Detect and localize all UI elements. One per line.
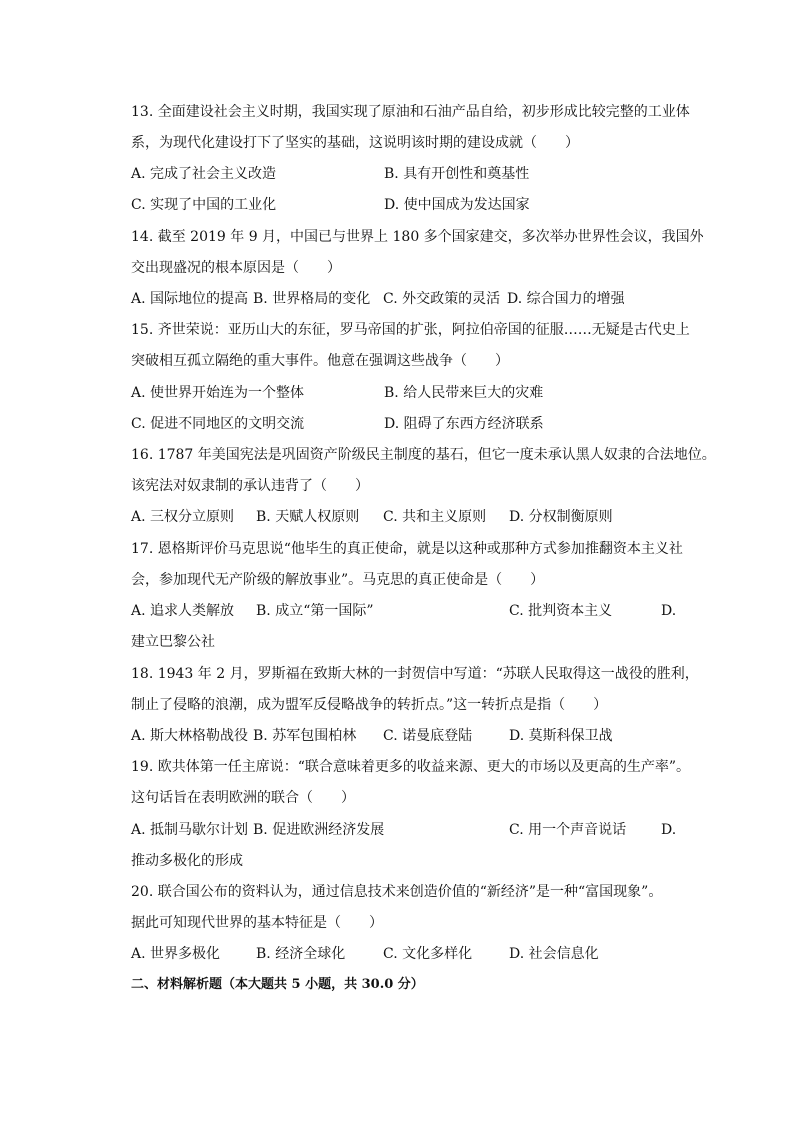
question-14-stem-line-2: 交出现盛况的根本原因是（ ） <box>131 260 341 276</box>
question-14-option-a: A. 国际地位的提高 <box>131 291 249 307</box>
question-15-option-d: D. 阻碍了东西方经济联系 <box>384 416 544 432</box>
question-19-option-d-letter: D. <box>661 822 677 838</box>
question-14-option-b: B. 世界格局的变化 <box>253 291 371 307</box>
question-13-option-c: C. 实现了中国的工业化 <box>131 197 277 213</box>
question-19-stem-line-2: 这句话旨在表明欧洲的联合（ ） <box>131 790 355 806</box>
question-16-stem-line-2: 该宪法对奴隶制的承认违背了（ ） <box>131 478 369 494</box>
question-17-option-d-letter: D. <box>661 603 677 619</box>
question-16-option-a: A. 三权分立原则 <box>131 509 235 525</box>
question-20-option-b: B. 经济全球化 <box>256 946 346 962</box>
question-15-option-b: B. 给人民带来巨大的灾难 <box>384 385 544 401</box>
question-17-option-c: C. 批判资本主义 <box>509 603 613 619</box>
question-19-option-c: C. 用一个声音说话 <box>509 822 627 838</box>
question-16-option-d: D. 分权制衡原则 <box>509 509 613 525</box>
question-20-option-a: A. 世界多极化 <box>131 946 221 962</box>
question-15-stem-line-1: 15. 齐世荣说：亚历山大的东征，罗马帝国的扩张，阿拉伯帝国的征服……无疑是古代史上 <box>131 322 690 338</box>
question-17-option-d-text: 建立巴黎公社 <box>131 634 215 650</box>
question-15-option-a: A. 使世界开始连为一个整体 <box>131 385 305 401</box>
question-17-stem-line-1: 17. 恩格斯评价马克思说“他毕生的真正使命，就是以这种或那种方式参加推翻资本主义社 <box>131 541 683 557</box>
question-16-stem-line-1: 16. 1787 年美国宪法是巩固资产阶级民主制度的基石，但它一度未承认黑人奴隶的合法地位。 <box>131 447 716 463</box>
question-18-option-c: C. 诺曼底登陆 <box>383 728 473 744</box>
question-19-option-b: B. 促进欧洲经济发展 <box>253 822 385 838</box>
question-13-stem-line-2: 系，为现代化建设打下了坚实的基础，这说明该时期的建设成就（ ） <box>131 135 579 151</box>
question-20-option-d: D. 社会信息化 <box>509 946 599 962</box>
question-13-option-b: B. 具有开创性和奠基性 <box>384 166 530 182</box>
question-20-stem-line-1: 20. 联合国公布的资料认为，通过信息技术来创造价值的“新经济”是一种“富国现象”。 <box>131 884 663 900</box>
question-16-option-c: C. 共和主义原则 <box>383 509 487 525</box>
question-16-option-b: B. 天赋人权原则 <box>256 509 360 525</box>
question-13-option-d: D. 使中国成为发达国家 <box>384 197 530 213</box>
question-14-option-d: D. 综合国力的增强 <box>507 291 625 307</box>
question-18-option-a: A. 斯大林格勒战役 <box>131 728 249 744</box>
question-15-stem-line-2: 突破相互孤立隔绝的重大事件。他意在强调这些战争（ ） <box>131 353 509 369</box>
question-18-stem-line-1: 18. 1943 年 2 月，罗斯福在致斯大林的一封贺信中写道：“苏联人民取得这一战役的胜利， <box>131 666 699 682</box>
question-20-option-c: C. 文化多样化 <box>383 946 473 962</box>
question-19-option-a: A. 抵制马歇尔计划 <box>131 822 249 838</box>
question-19-stem-line-1: 19. 欧共体第一任主席说：“联合意味着更多的收益来源、更大的市场以及更高的生产率”。 <box>131 759 691 775</box>
question-18-option-b: B. 苏军包围柏林 <box>253 728 357 744</box>
question-18-stem-line-2: 制止了侵略的浪潮，成为盟军反侵略战争的转折点。”这一转折点是指（ ） <box>131 697 608 713</box>
question-20-stem-line-2: 据此可知现代世界的基本特征是（ ） <box>131 915 383 931</box>
question-14-stem-line-1: 14. 截至 2019 年 9 月，中国已与世界上 180 多个国家建交，多次举办世界性会议，我国外 <box>131 229 704 245</box>
question-17-option-a: A. 追求人类解放 <box>131 603 235 619</box>
question-13-option-a: A. 完成了社会主义改造 <box>131 166 277 182</box>
question-15-option-c: C. 促进不同地区的文明交流 <box>131 416 305 432</box>
question-14-option-c: C. 外交政策的灵活 <box>383 291 501 307</box>
question-18-option-d: D. 莫斯科保卫战 <box>509 728 613 744</box>
question-17-stem-line-2: 会，参加现代无产阶级的解放事业”。马克思的真正使命是（ ） <box>131 572 545 588</box>
question-17-option-b: B. 成立“第一国际” <box>256 603 374 619</box>
question-13-stem-line-1: 13. 全面建设社会主义时期，我国实现了原油和石油产品自给，初步形成比较完整的工业体 <box>131 104 690 120</box>
question-19-option-d-text: 推动多极化的形成 <box>131 853 243 869</box>
section-heading: 二、材料解析题（本大题共 5 小题，共 30.0 分） <box>131 977 424 992</box>
